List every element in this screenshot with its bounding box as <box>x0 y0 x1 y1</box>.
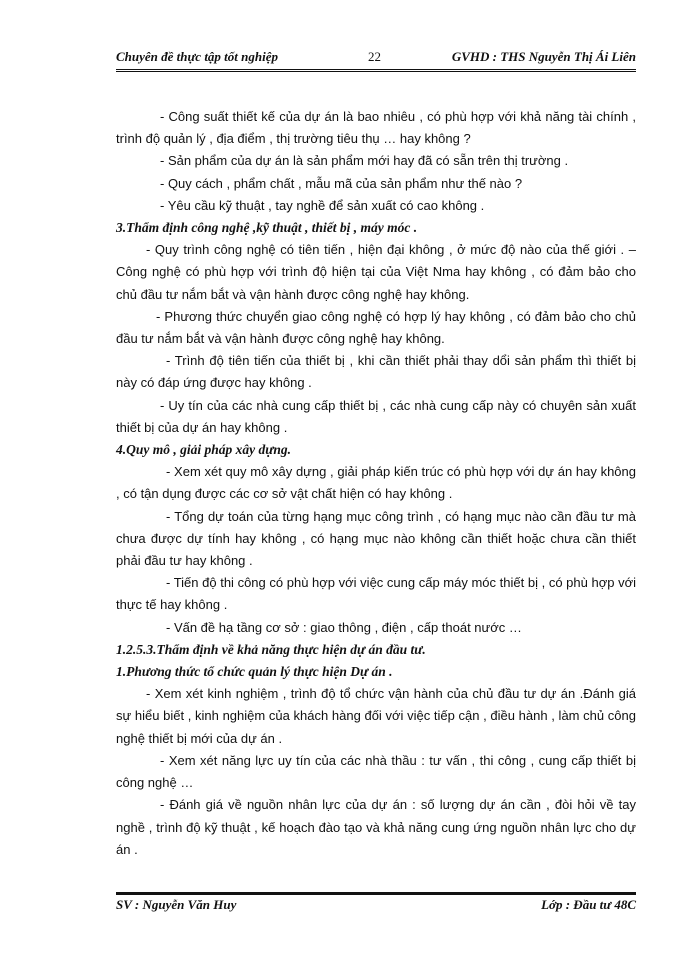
section-heading: 1.2.5.3.Thẩm định về khả năng thực hiện dự án đầu tư. <box>116 641 426 657</box>
footer-class: Lớp : Đầu tư 48C <box>541 897 636 912</box>
paragraph: - Quy trình công nghệ có tiên tiến , hiện đại không , ở mức độ nào của thế giới . – Công nghệ có phù hợp với trình độ hiện tại của Việt Nma hay không , có đảm bảo cho chủ đầu tư nắm bắt và vận hành được công nghệ hay không. <box>116 242 636 302</box>
header-rule <box>116 69 636 72</box>
paragraph: - Tổng dự toán của từng hạng mục công trình , có hạng mục nào cần đầu tư mà chưa được dự tính hay không , có hạng mục nào không cần thiết hoặc chưa cần thiết phải đầu tư hay không . <box>116 508 636 569</box>
footer-student: SV : Nguyễn Văn Huy <box>116 897 237 912</box>
paragraph: - Vấn đề hạ tầng cơ sở : giao thông , điện , cấp thoát nước … <box>166 619 522 635</box>
paragraph: - Công suất thiết kế của dự án là bao nhiêu , có phù hợp với khả năng tài chính , trình độ quản lý , địa điểm , thị trường tiêu thụ … hay không ? <box>116 109 636 147</box>
page-footer <box>116 897 636 917</box>
paragraph: - Quy cách , phẩm chất , mẫu mã của sản phẩm như thế nào ? <box>160 175 523 191</box>
page-header <box>116 49 636 69</box>
paragraph: - Sản phẩm của dự án là sản phẩm mới hay đã có sẵn trên thị trường . <box>160 153 569 169</box>
paragraph: - Tiến độ thi công có phù hợp với việc cung cấp máy móc thiết bị , có phù hợp với thực tế hay không . <box>116 575 636 613</box>
section-heading: 3.Thẩm định công nghệ ,kỹ thuật , thiết bị , máy móc . <box>116 220 418 236</box>
page-number: 22 <box>368 49 381 64</box>
paragraph: - Xem xét kinh nghiệm , trình độ tổ chức vận hành của chủ đầu tư dự án .Đánh giá sự hiểu biết , kinh nghiệm của khách hàng đối với việc tiếp cận , điều hành , làm chủ công nghệ thiết bị mới của dự án . <box>116 686 636 746</box>
paragraph: - Trình độ tiên tiến của thiết bị , khi cần thiết phải thay dổi sản phẩm thì thiết bị này có đáp ứng được hay không . <box>116 353 636 391</box>
paragraph: - Yêu cầu kỹ thuật , tay nghề để sản xuất có cao không . <box>160 197 485 213</box>
page-body <box>116 106 636 861</box>
header-supervisor: GVHD : THS Nguyễn Thị Ái Liên <box>451 49 636 64</box>
paragraph: - Xem xét năng lực uy tín của các nhà thầu : tư vấn , thi công , cung cấp thiết bị công nghệ … <box>116 752 636 791</box>
section-heading: 4.Quy mô , giải pháp xây dựng. <box>116 442 291 458</box>
header-thesis-title: Chuyên đề thực tập tốt nghiệp <box>116 49 278 64</box>
paragraph: - Xem xét quy mô xây dựng , giải pháp kiến trúc có phù hợp với dự án hay không , có tận dụng được các cơ sở vật chất hiện có hay không . <box>116 464 636 502</box>
footer-rule <box>116 892 636 895</box>
paragraph: - Đánh giá về nguồn nhân lực của dự án : số lượng dự án cần , đòi hỏi về tay nghề , trình độ kỹ thuật , kế hoạch đào tạo và khả năng cung ứng nguồn nhân lực cho dự án . <box>116 797 636 857</box>
section-heading: 1.Phương thức tổ chức quản lý thực hiện Dự án . <box>116 664 393 680</box>
paragraph: - Phương thức chuyển giao công nghệ có hợp lý hay không , có đảm bảo cho chủ đầu tư nắm bắt và vận hành được công nghệ hay không. <box>116 308 636 347</box>
paragraph: - Uy tín của các nhà cung cấp thiết bị , các nhà cung cấp này có chuyên sản xuất thiết bị của dự án hay không . <box>116 397 636 435</box>
